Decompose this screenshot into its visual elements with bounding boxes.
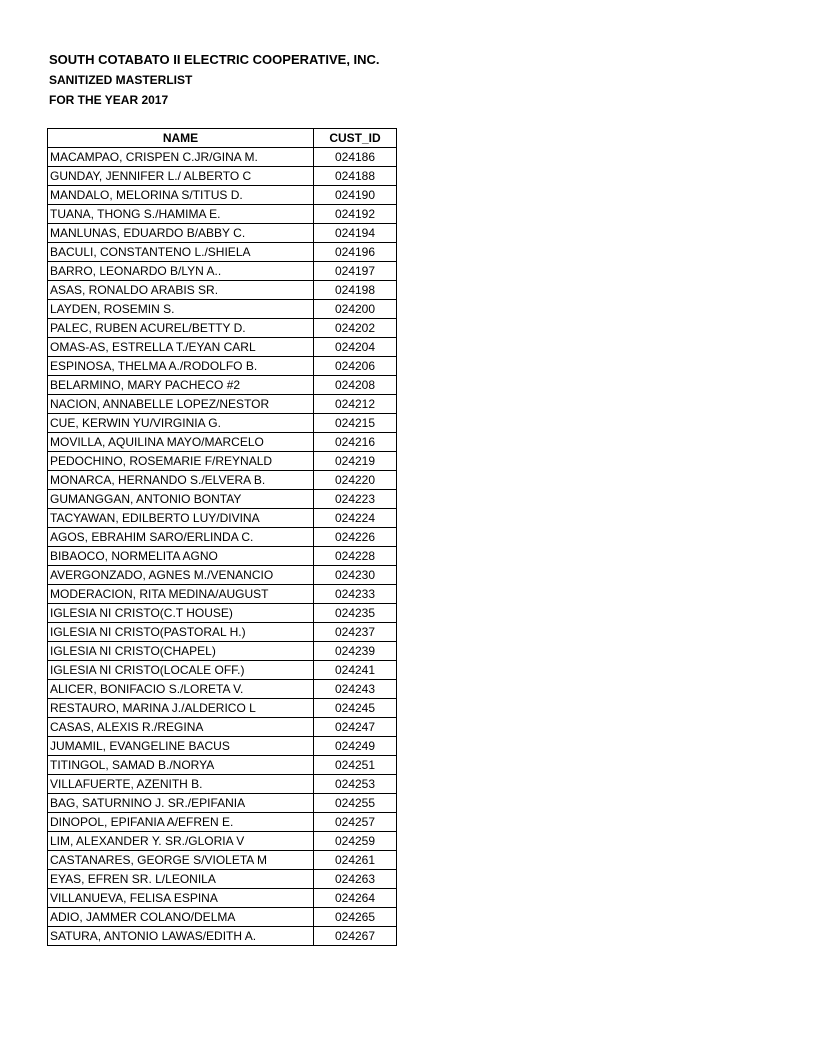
customer-name-cell: CASTANARES, GEORGE S/VIOLETA M <box>48 851 314 870</box>
column-header-cust-id: CUST_ID <box>314 129 397 148</box>
table-row <box>48 148 397 167</box>
customer-name-cell: TUANA, THONG S./HAMIMA E. <box>48 205 314 224</box>
customer-id-cell: 024202 <box>314 319 397 338</box>
customer-id-cell: 024206 <box>314 357 397 376</box>
table-row <box>48 205 397 224</box>
customer-name-cell: MANLUNAS, EDUARDO B/ABBY C. <box>48 224 314 243</box>
table-row <box>48 319 397 338</box>
customer-name-cell: GUMANGGAN, ANTONIO BONTAY <box>48 490 314 509</box>
customer-name-cell: LAYDEN, ROSEMIN S. <box>48 300 314 319</box>
table-row <box>48 281 397 300</box>
table-row <box>48 832 397 851</box>
customer-name-cell: AGOS, EBRAHIM SARO/ERLINDA C. <box>48 528 314 547</box>
customer-id-cell: 024257 <box>314 813 397 832</box>
customer-name-cell: JUMAMIL, EVANGELINE BACUS <box>48 737 314 756</box>
customer-id-cell: 024220 <box>314 471 397 490</box>
customer-id-cell: 024253 <box>314 775 397 794</box>
customer-id-cell: 024251 <box>314 756 397 775</box>
customer-name-cell: CUE, KERWIN YU/VIRGINIA G. <box>48 414 314 433</box>
customer-id-cell: 024194 <box>314 224 397 243</box>
table-row <box>48 471 397 490</box>
customer-name-cell: NACION, ANNABELLE LOPEZ/NESTOR <box>48 395 314 414</box>
customer-id-cell: 024198 <box>314 281 397 300</box>
customer-name-cell: TITINGOL, SAMAD B./NORYA <box>48 756 314 775</box>
customer-name-cell: AVERGONZADO, AGNES M./VENANCIO <box>48 566 314 585</box>
customer-id-cell: 024223 <box>314 490 397 509</box>
customer-name-cell: BACULI, CONSTANTENO L./SHIELA <box>48 243 314 262</box>
table-row <box>48 585 397 604</box>
customer-name-cell: CASAS, ALEXIS R./REGINA <box>48 718 314 737</box>
customer-id-cell: 024264 <box>314 889 397 908</box>
table-row <box>48 794 397 813</box>
customer-name-cell: IGLESIA NI CRISTO(PASTORAL H.) <box>48 623 314 642</box>
table-row <box>48 262 397 281</box>
customer-id-cell: 024226 <box>314 528 397 547</box>
customer-name-cell: MOVILLA, AQUILINA MAYO/MARCELO <box>48 433 314 452</box>
customer-id-cell: 024245 <box>314 699 397 718</box>
customer-name-cell: MODERACION, RITA MEDINA/AUGUST <box>48 585 314 604</box>
table-row <box>48 851 397 870</box>
customer-name-cell: BIBAOCO, NORMELITA AGNO <box>48 547 314 566</box>
customer-id-cell: 024241 <box>314 661 397 680</box>
customer-name-cell: MONARCA, HERNANDO S./ELVERA B. <box>48 471 314 490</box>
table-row <box>48 775 397 794</box>
customer-id-cell: 024249 <box>314 737 397 756</box>
customer-id-cell: 024212 <box>314 395 397 414</box>
customer-id-cell: 024192 <box>314 205 397 224</box>
table-row <box>48 642 397 661</box>
document-subtitle: SANITIZED MASTERLIST <box>49 73 193 87</box>
customer-id-cell: 024259 <box>314 832 397 851</box>
table-row <box>48 414 397 433</box>
table-row <box>48 737 397 756</box>
customer-id-cell: 024188 <box>314 167 397 186</box>
customer-name-cell: DINOPOL, EPIFANIA A/EFREN E. <box>48 813 314 832</box>
customer-name-cell: BAG, SATURNINO J. SR./EPIFANIA <box>48 794 314 813</box>
table-row <box>48 186 397 205</box>
customer-name-cell: OMAS-AS, ESTRELLA T./EYAN CARL <box>48 338 314 357</box>
customer-id-cell: 024255 <box>314 794 397 813</box>
table-row <box>48 224 397 243</box>
table-row <box>48 452 397 471</box>
year-line: FOR THE YEAR 2017 <box>49 93 169 107</box>
customer-id-cell: 024265 <box>314 908 397 927</box>
customer-name-cell: ASAS, RONALDO ARABIS SR. <box>48 281 314 300</box>
organization-title: SOUTH COTABATO II ELECTRIC COOPERATIVE, INC. <box>49 52 380 67</box>
customer-name-cell: PEDOCHINO, ROSEMARIE F/REYNALD <box>48 452 314 471</box>
customer-id-cell: 024200 <box>314 300 397 319</box>
customer-name-cell: ADIO, JAMMER COLANO/DELMA <box>48 908 314 927</box>
customer-id-cell: 024228 <box>314 547 397 566</box>
customer-name-cell: MANDALO, MELORINA S/TITUS D. <box>48 186 314 205</box>
customer-id-cell: 024230 <box>314 566 397 585</box>
masterlist-table <box>47 128 397 946</box>
table-row <box>48 756 397 775</box>
customer-id-cell: 024190 <box>314 186 397 205</box>
table-row <box>48 680 397 699</box>
table-row <box>48 623 397 642</box>
customer-name-cell: PALEC, RUBEN ACUREL/BETTY D. <box>48 319 314 338</box>
customer-id-cell: 024224 <box>314 509 397 528</box>
customer-name-cell: SATURA, ANTONIO LAWAS/EDITH A. <box>48 927 314 946</box>
customer-name-cell: ALICER, BONIFACIO S./LORETA V. <box>48 680 314 699</box>
customer-id-cell: 024267 <box>314 927 397 946</box>
customer-id-cell: 024219 <box>314 452 397 471</box>
document-header <box>49 50 380 110</box>
customer-id-cell: 024204 <box>314 338 397 357</box>
customer-name-cell: EYAS, EFREN SR. L/LEONILA <box>48 870 314 889</box>
table-row <box>48 604 397 623</box>
table-row <box>48 566 397 585</box>
table-row <box>48 908 397 927</box>
customer-name-cell: LIM, ALEXANDER Y. SR./GLORIA V <box>48 832 314 851</box>
customer-name-cell: VILLAFUERTE, AZENITH B. <box>48 775 314 794</box>
customer-id-cell: 024239 <box>314 642 397 661</box>
table-row <box>48 699 397 718</box>
table-row <box>48 528 397 547</box>
table-row <box>48 376 397 395</box>
table-row <box>48 547 397 566</box>
customer-id-cell: 024237 <box>314 623 397 642</box>
table-row <box>48 357 397 376</box>
table-row <box>48 661 397 680</box>
customer-name-cell: TACYAWAN, EDILBERTO LUY/DIVINA <box>48 509 314 528</box>
customer-name-cell: IGLESIA NI CRISTO(LOCALE OFF.) <box>48 661 314 680</box>
table-row <box>48 395 397 414</box>
table-row <box>48 167 397 186</box>
customer-name-cell: BELARMINO, MARY PACHECO #2 <box>48 376 314 395</box>
table-row <box>48 813 397 832</box>
customer-id-cell: 024196 <box>314 243 397 262</box>
customer-name-cell: GUNDAY, JENNIFER L./ ALBERTO C <box>48 167 314 186</box>
customer-id-cell: 024247 <box>314 718 397 737</box>
column-header-name: NAME <box>48 129 314 148</box>
table-header-row <box>48 129 397 148</box>
customer-name-cell: IGLESIA NI CRISTO(CHAPEL) <box>48 642 314 661</box>
table-row <box>48 243 397 262</box>
customer-id-cell: 024197 <box>314 262 397 281</box>
customer-name-cell: ESPINOSA, THELMA A./RODOLFO B. <box>48 357 314 376</box>
table-row <box>48 338 397 357</box>
customer-name-cell: IGLESIA NI CRISTO(C.T HOUSE) <box>48 604 314 623</box>
table-row <box>48 490 397 509</box>
customer-id-cell: 024261 <box>314 851 397 870</box>
customer-name-cell: MACAMPAO, CRISPEN C.JR/GINA M. <box>48 148 314 167</box>
customer-id-cell: 024243 <box>314 680 397 699</box>
table-row <box>48 509 397 528</box>
table-row <box>48 300 397 319</box>
customer-id-cell: 024215 <box>314 414 397 433</box>
table-row <box>48 433 397 452</box>
customer-name-cell: VILLANUEVA, FELISA ESPINA <box>48 889 314 908</box>
table-row <box>48 870 397 889</box>
table-row <box>48 718 397 737</box>
customer-id-cell: 024208 <box>314 376 397 395</box>
customer-id-cell: 024233 <box>314 585 397 604</box>
table-row <box>48 927 397 946</box>
customer-id-cell: 024216 <box>314 433 397 452</box>
table-row <box>48 889 397 908</box>
customer-id-cell: 024263 <box>314 870 397 889</box>
customer-id-cell: 024186 <box>314 148 397 167</box>
customer-name-cell: RESTAURO, MARINA J./ALDERICO L <box>48 699 314 718</box>
customer-id-cell: 024235 <box>314 604 397 623</box>
customer-name-cell: BARRO, LEONARDO B/LYN A.. <box>48 262 314 281</box>
table-body <box>48 148 397 946</box>
